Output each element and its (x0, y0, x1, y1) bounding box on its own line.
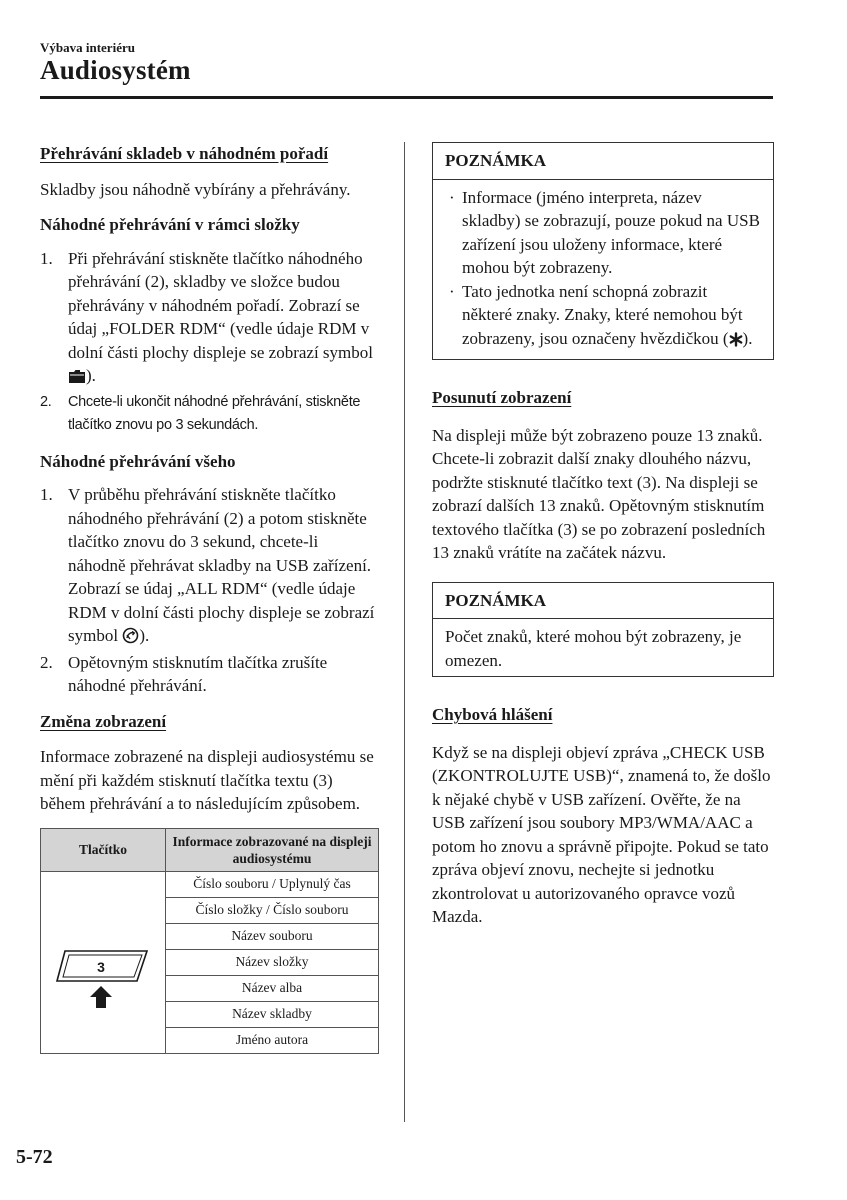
text-button-label: 3 (97, 959, 105, 975)
table-cell: Název alba (166, 975, 379, 1001)
all-random-icon (122, 627, 139, 651)
bullet: · (449, 281, 455, 301)
note-box (432, 582, 774, 678)
note-body (433, 180, 773, 360)
note-box (432, 142, 774, 360)
step-number: 1. (40, 248, 53, 268)
step-text: Opětovným stisknutím tlačítka zrušíte náhodné přehrávání. (68, 652, 328, 695)
table-cell: Číslo složky / Číslo souboru (166, 897, 379, 923)
list-item (40, 391, 380, 438)
list-item (40, 247, 380, 391)
note-heading: POZNÁMKA (433, 143, 773, 180)
display-change-intro: Informace zobrazené na displeji audiosystému se mění při každém stisknutí tlačítka textu (3) během přehrávání a to následujícím způsobem. (40, 747, 374, 813)
asterisk-icon (729, 330, 743, 354)
table-header-info: Informace zobrazované na displeji audiosystému (166, 828, 379, 871)
step-number: 2. (40, 652, 53, 672)
display-info-table (40, 828, 379, 1054)
list-item (445, 186, 761, 280)
step-text-tail: ). (139, 626, 150, 645)
step-number: 2. (40, 393, 52, 410)
note-text: Počet znaků, které mohou být zobrazeny, je omezen. (445, 627, 742, 670)
text-button-icon (53, 947, 153, 1011)
error-text: Když se na displeji objeví zpráva „CHECK USB (ZKONTROLUJTE USB)“, znamená to, že došlo k nějaké chybě v USB zařízení. Ověřte, že na USB zařízení jsou soubory MP3/WMA/AAC a potom ho znovu a správně připojte. Pokud se tato zpráva objeví znovu, nechejte si jednotku zkontrolovat u autorizovaného opravce vozů Mazda. (432, 742, 771, 926)
table-cell: Číslo souboru / Uplynulý čas (166, 871, 379, 897)
scroll-text: Na displeji může být zobrazeno pouze 13 znaků. Chcete-li zobrazit další znaky dlouhého názvu, podržte stisknuté tlačítko text (3). Na displeji se zobrazí dalších 13 znaků. Opětovným stisknutím textového tlačítka (3) se po zobrazení posledních 13 znaků vrátíte na začátek názvu. (432, 425, 766, 562)
right-column (432, 142, 774, 929)
step-text: V průběhu přehrávání stiskněte tlačítko náhodného přehrávání (2) a potom stiskněte tlačítko znovu do 3 sekund, chcete-li náhodně přehrávat skladby na USB zařízení. Zobrazí se údaj „ALL RDM“ (vedle údaje RDM v dolní části plochy displeje se zobrazí symbol (68, 485, 375, 645)
note-body (433, 619, 773, 676)
page-number: 5-72 (16, 1146, 53, 1168)
note-item-text: Informace (jméno interpreta, název skladby) se zobrazují, pouze pokud na USB zařízení jsou uloženy informace, které mohou být zobrazeny. (462, 187, 760, 277)
list-item (40, 483, 380, 651)
note-item-tail: ). (742, 328, 753, 348)
table-cell: Název souboru (166, 923, 379, 949)
left-column (40, 142, 380, 1054)
column-divider (404, 142, 405, 1122)
press-arrow-icon (90, 986, 112, 1008)
list-item (40, 651, 380, 698)
random-play-heading: Přehrávání skladeb v náhodném pořadí (40, 144, 329, 163)
page-title: Audiosystém (40, 55, 191, 85)
folder-random-heading: Náhodné přehrávání v rámci složky (40, 215, 300, 234)
note-item-text: Tato jednotka není schopná zobrazit některé znaky. Znaky, které nemohou být zobrazeny, jsou označeny hvězdičkou ( (462, 281, 743, 348)
table-cell: Jméno autora (166, 1027, 379, 1053)
step-text: Při přehrávání stiskněte tlačítko náhodného přehrávání (2), skladby ve složce budou přehrávány v náhodném pořadí. Zobrazí se údaj „FOLDER RDM“ (vedle údaje RDM v dolní části plochy displeje se zobrazí symbol (68, 248, 373, 362)
section-label: Výbava interiéru (40, 40, 135, 55)
random-play-intro: Skladby jsou náhodně vybírány a přehrávány. (40, 179, 351, 199)
error-heading: Chybová hlášení (432, 705, 553, 724)
display-change-heading: Změna zobrazení (40, 711, 167, 731)
table-header-button: Tlačítko (41, 828, 166, 871)
folder-icon (68, 367, 86, 391)
all-random-heading: Náhodné přehrávání všeho (40, 451, 236, 471)
title-rule (40, 96, 773, 99)
button-cell (41, 871, 166, 1053)
step-number: 1. (40, 485, 53, 504)
scroll-heading: Posunutí zobrazení (432, 388, 572, 407)
step-text: Chcete-li ukončit náhodné přehrávání, stiskněte tlačítko znovu po 3 sekundách. (68, 393, 361, 433)
table-cell: Název složky (166, 949, 379, 975)
note-heading: POZNÁMKA (433, 583, 773, 620)
folder-random-steps (40, 247, 380, 438)
all-random-steps (40, 483, 380, 698)
bullet: · (449, 187, 455, 207)
table-row (41, 871, 379, 897)
step-text-tail: ). (86, 366, 96, 385)
note-list (445, 186, 761, 354)
list-item (445, 280, 761, 354)
table-cell: Název skladby (166, 1001, 379, 1027)
